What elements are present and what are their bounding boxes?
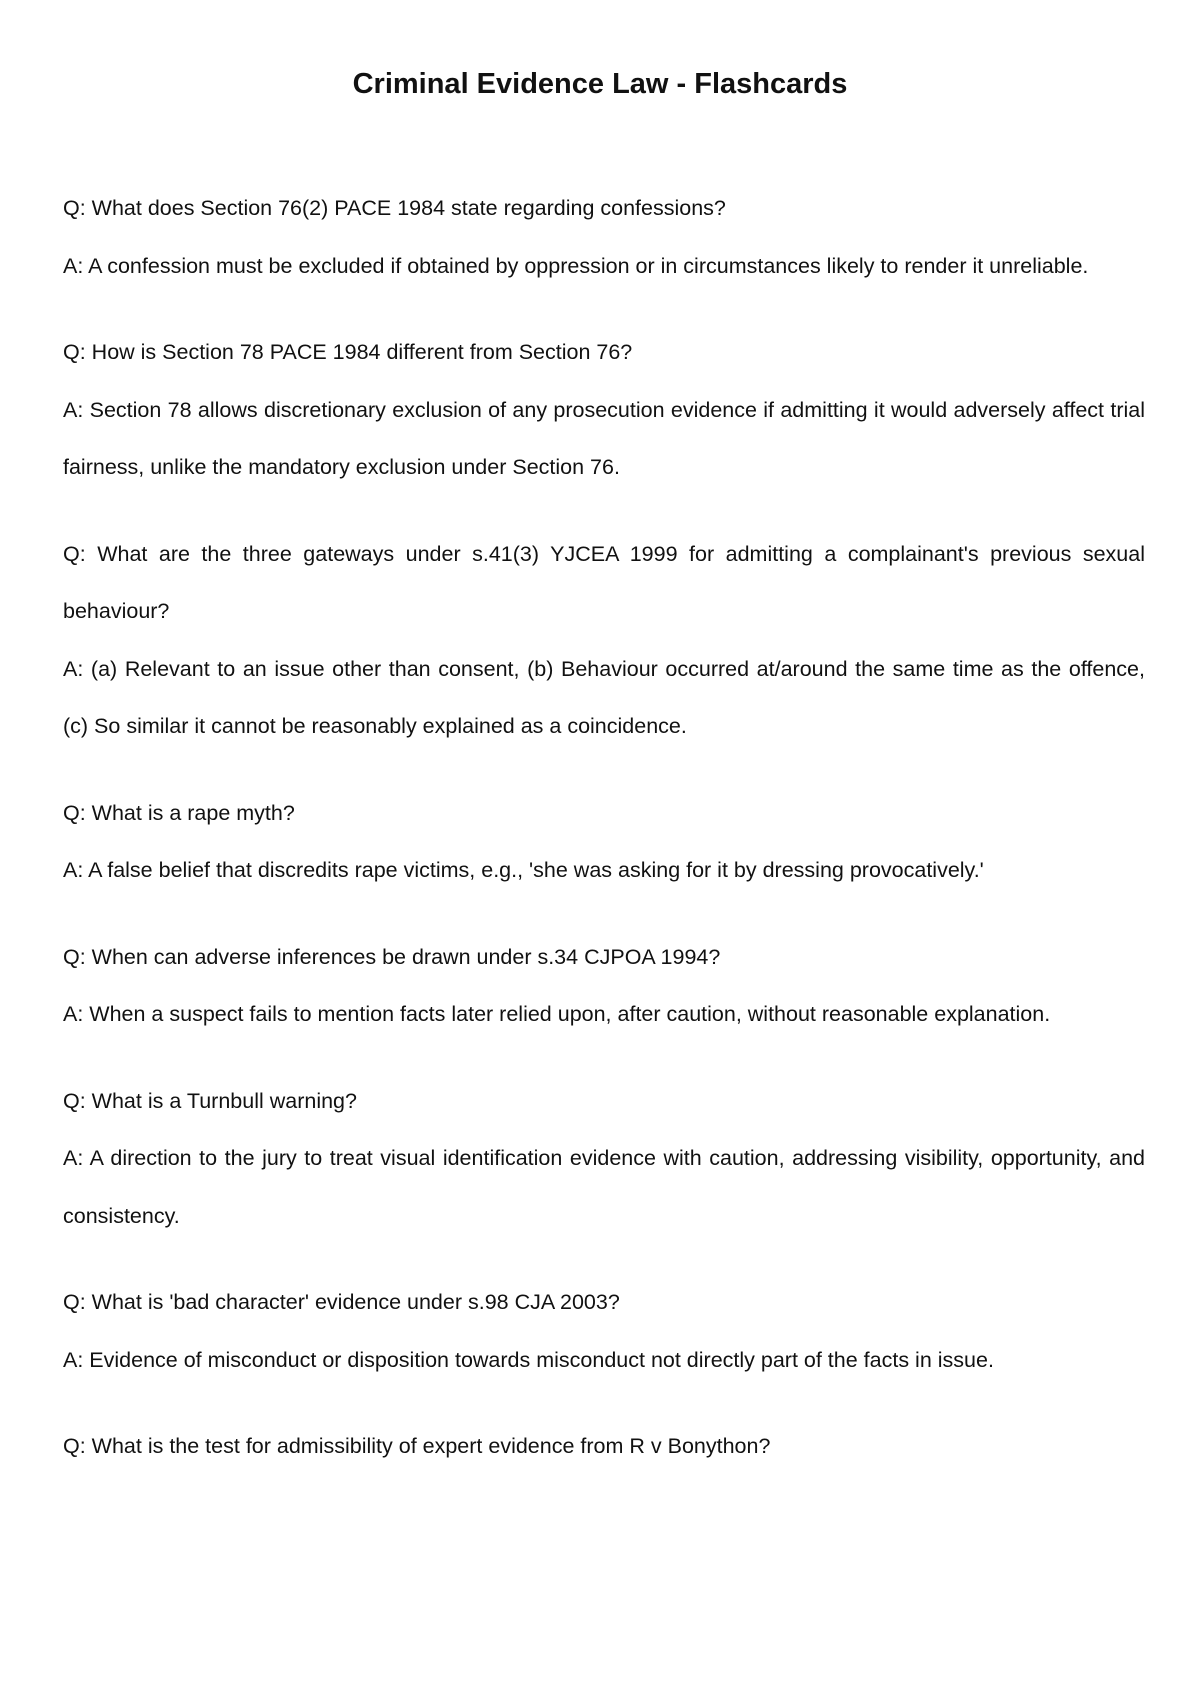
flashcard-question: Q: What does Section 76(2) PACE 1984 state regarding confessions?	[63, 196, 726, 220]
flashcard-answer: A: Section 78 allows discretionary exclusion of any prosecution evidence if admitting it would adversely affect trial fairness, unlike the mandatory exclusion under Section 76.	[63, 397, 1145, 479]
flashcard	[63, 324, 1145, 497]
flashcard-answer: A: Evidence of misconduct or disposition towards misconduct not directly part of the facts in issue.	[63, 1347, 994, 1372]
flashcard-answer: A: (a) Relevant to an issue other than consent, (b) Behaviour occurred at/around the same time as the offence, (c) So similar it cannot be reasonably explained as a coincidence.	[63, 656, 1145, 738]
flashcard	[63, 526, 1145, 756]
flashcard-answer: A: A confession must be excluded if obtained by oppression or in circumstances likely to render it unreliable.	[63, 253, 1089, 278]
flashcard-question: Q: When can adverse inferences be drawn under s.34 CJPOA 1994?	[63, 944, 721, 969]
flashcard-answer: A: When a suspect fails to mention facts later relied upon, after caution, without reasonable explanation.	[63, 1002, 1051, 1026]
flashcard	[63, 785, 1145, 900]
document-title: Criminal Evidence Law - Flashcards	[352, 68, 848, 100]
flashcard-question: Q: What is a Turnbull warning?	[63, 1088, 357, 1113]
flashcard	[63, 180, 1145, 295]
flashcard	[63, 929, 1145, 1044]
flashcard-answer: A: A direction to the jury to treat visual identification evidence with caution, addressing visibility, opportunity, and consistency.	[63, 1146, 1145, 1228]
flashcard-list	[63, 180, 1145, 1505]
flashcard-question: Q: What is a rape myth?	[63, 800, 295, 825]
flashcard	[63, 1418, 1145, 1476]
flashcard-question: Q: How is Section 78 PACE 1984 different from Section 76?	[63, 340, 633, 364]
flashcard-answer: A: A false belief that discredits rape victims, e.g., 'she was asking for it by dressing provocatively.'	[63, 858, 984, 882]
flashcard	[63, 1274, 1145, 1389]
flashcard-question: Q: What are the three gateways under s.41(3) YJCEA 1999 for admitting a complainant's previous sexual behaviour?	[63, 541, 1145, 623]
flashcard-question: Q: What is 'bad character' evidence under s.98 CJA 2003?	[63, 1290, 620, 1314]
flashcard	[63, 1073, 1145, 1246]
flashcard-question: Q: What is the test for admissibility of expert evidence from R v Bonython?	[63, 1434, 771, 1458]
